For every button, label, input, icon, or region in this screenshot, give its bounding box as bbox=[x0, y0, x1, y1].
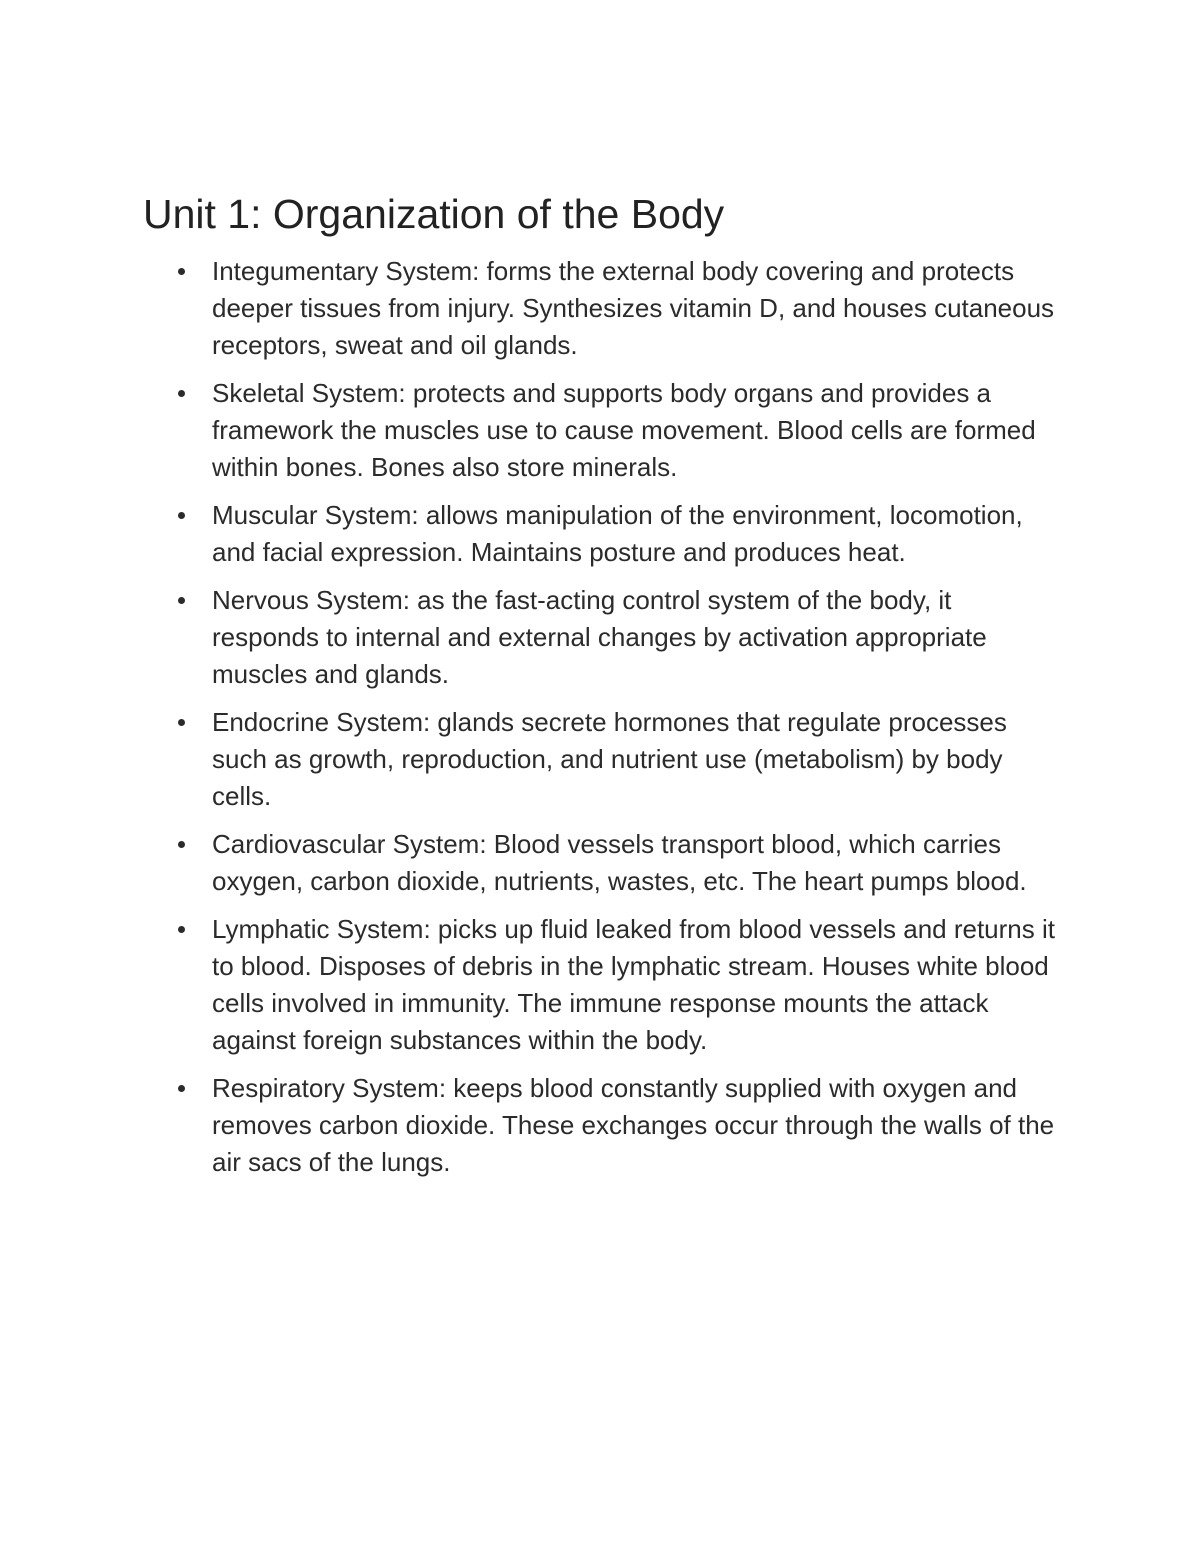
bullet-icon bbox=[175, 582, 187, 619]
list-item-text: Lymphatic System: picks up fluid leaked from blood vessels and returns it to blood. Disposes of debris in the lymphatic stream. Houses white blood cells involved in immunity. The immune response mounts the attack against foreign substances within the body. bbox=[212, 914, 1055, 1055]
bullet-icon bbox=[175, 826, 187, 863]
list-item-text: Integumentary System: forms the external body covering and protects deeper tissues from injury. Synthesizes vitamin D, and houses cutaneous receptors, sweat and oil glands. bbox=[212, 256, 1055, 360]
list-item-text: Endocrine System: glands secrete hormones that regulate processes such as growth, reproduction, and nutrient use (metabolism) by body cells. bbox=[212, 707, 1007, 811]
bullet-icon bbox=[175, 497, 187, 534]
bullet-icon bbox=[175, 253, 187, 290]
bullet-icon bbox=[175, 375, 187, 412]
list-item bbox=[143, 375, 1063, 486]
bullet-list bbox=[143, 253, 1063, 1192]
list-item bbox=[143, 911, 1063, 1059]
bullet-icon bbox=[175, 1070, 187, 1107]
list-item-text: Respiratory System: keeps blood constantly supplied with oxygen and removes carbon dioxide. These exchanges occur through the walls of the air sacs of the lungs. bbox=[212, 1073, 1055, 1177]
list-item-text: Nervous System: as the fast-acting control system of the body, it responds to internal and external changes by activation appropriate muscles and glands. bbox=[212, 585, 987, 689]
page-title: Unit 1: Organization of the Body bbox=[143, 191, 725, 237]
list-item-text: Muscular System: allows manipulation of the environment, locomotion, and facial expression. Maintains posture and produces heat. bbox=[212, 500, 1023, 567]
list-item-text: Skeletal System: protects and supports body organs and provides a framework the muscles use to cause movement. Blood cells are formed within bones. Bones also store minerals. bbox=[212, 378, 1036, 482]
list-item-text: Cardiovascular System: Blood vessels transport blood, which carries oxygen, carbon dioxide, nutrients, wastes, etc. The heart pumps blood. bbox=[212, 829, 1027, 896]
list-item bbox=[143, 582, 1063, 693]
list-item bbox=[143, 1070, 1063, 1181]
bullet-icon bbox=[175, 704, 187, 741]
list-item bbox=[143, 704, 1063, 815]
list-item bbox=[143, 497, 1063, 571]
list-item bbox=[143, 826, 1063, 900]
list-item bbox=[143, 253, 1063, 364]
bullet-icon bbox=[175, 911, 187, 948]
